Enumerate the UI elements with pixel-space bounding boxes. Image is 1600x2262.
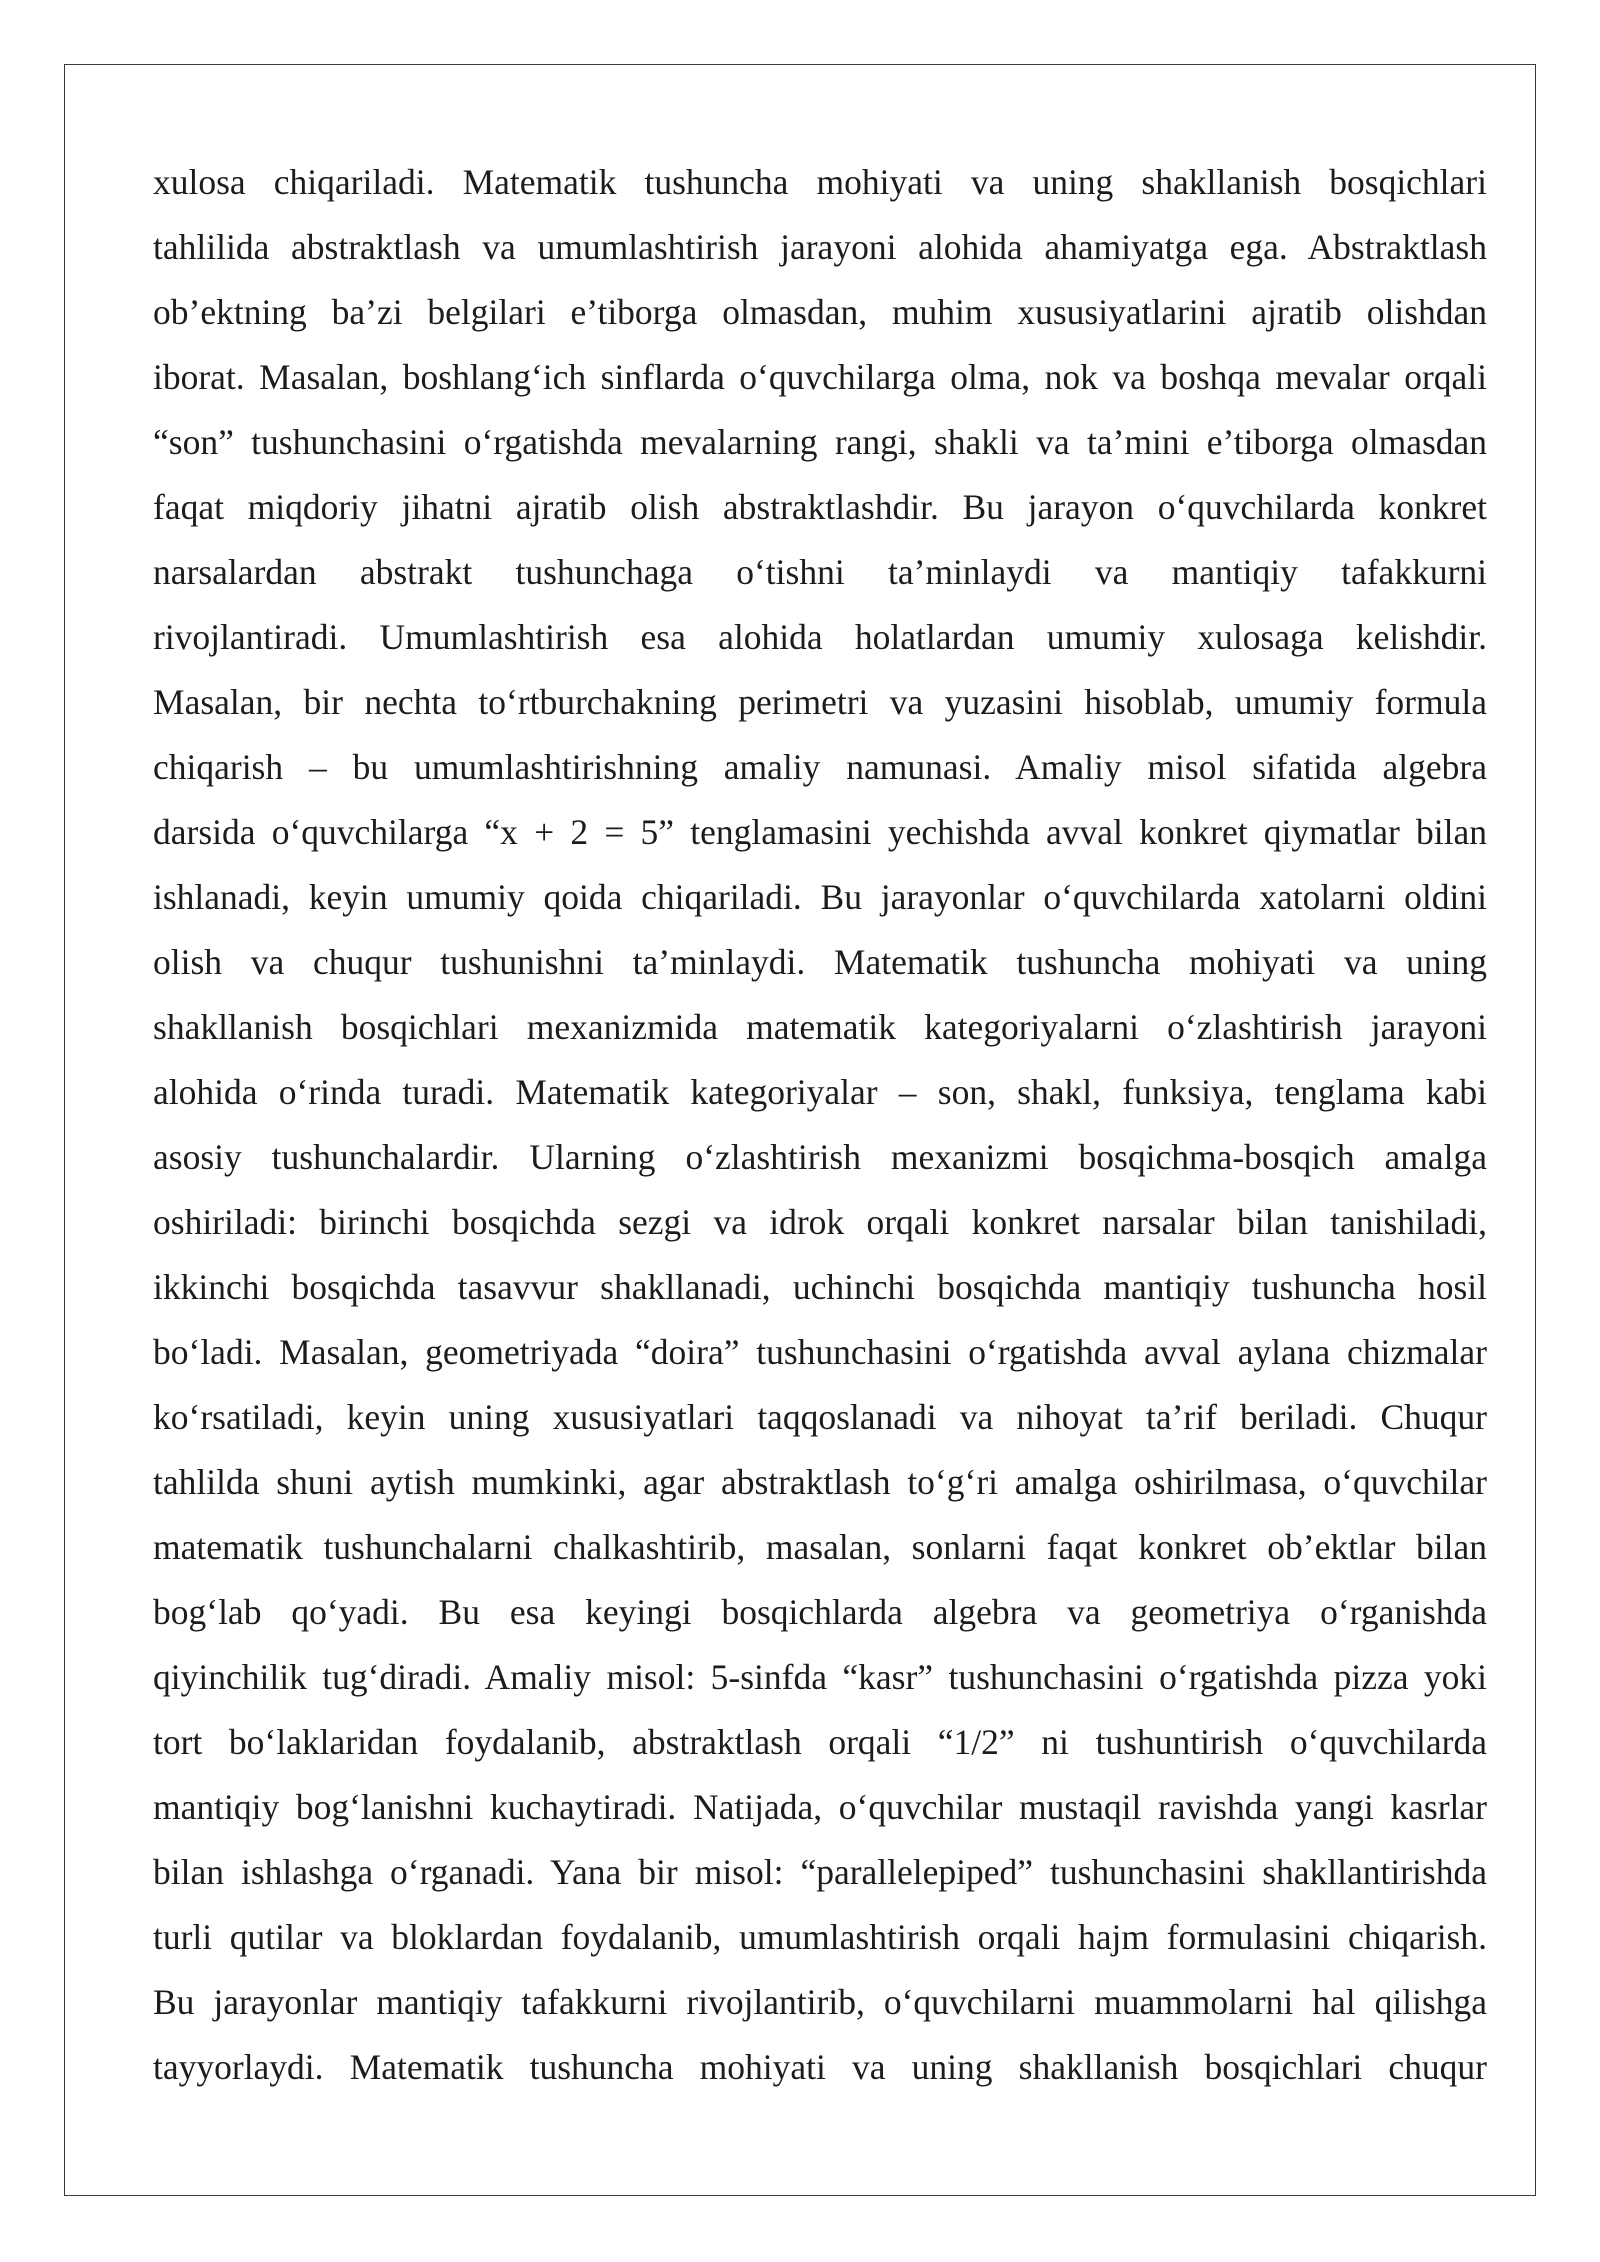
text-line: ko‘rsatiladi, keyin uning xususiyatlari taqqoslanadi va nihoyat ta’rif beriladi. Chuqur (153, 1397, 1487, 1437)
text-line: chiqarish – bu umumlashtirishning amaliy namunasi. Amaliy misol sifatida algebra (153, 747, 1487, 787)
text-line: olish va chuqur tushunishni ta’minlaydi. Matematik tushuncha mohiyati va uning (153, 942, 1488, 982)
text-line: tayyorlaydi. Matematik tushuncha mohiyati va uning shakllanish bosqichlari chuqur (153, 2047, 1487, 2087)
text-line: faqat miqdoriy jihatni ajratib olish abstraktlashdir. Bu jarayon o‘quvchilarda konkret (153, 487, 1487, 527)
text-line: mantiqiy bog‘lanishni kuchaytiradi. Natijada, o‘quvchilar mustaqil ravishda yangi kasrlar (153, 1787, 1487, 1827)
text-line: narsalardan abstrakt tushunchaga o‘tishni ta’minlaydi va mantiqiy tafakkurni (153, 552, 1488, 592)
text-line: turli qutilar va bloklardan foydalanib, umumlashtirish orqali hajm formulasini chiqarish. (153, 1917, 1487, 1957)
body-text (153, 150, 1487, 2100)
text-line: rivojlantiradi. Umumlashtirish esa alohida holatlardan umumiy xulosaga kelishdir. (153, 617, 1488, 657)
text-line: asosiy tushunchalardir. Ularning o‘zlashtirish mexanizmi bosqichma-bosqich amalga (153, 1137, 1487, 1177)
text-line: shakllanish bosqichlari mexanizmida matematik kategoriyalarni o‘zlashtirish jarayoni (153, 1007, 1488, 1047)
text-line: darsida o‘quvchilarga “x + 2 = 5” tenglamasini yechishda avval konkret qiymatlar bilan (153, 812, 1487, 852)
text-line: bilan ishlashga o‘rganadi. Yana bir misol: “parallelepiped” tushunchasini shakllantirishda (153, 1852, 1487, 1892)
text-line: ishlanadi, keyin umumiy qoida chiqariladi. Bu jarayonlar o‘quvchilarda xatolarni oldini (153, 877, 1487, 917)
text-line: iborat. Masalan, boshlang‘ich sinflarda o‘quvchilarga olma, nok va boshqa mevalar orqali (153, 357, 1487, 397)
text-line: Bu jarayonlar mantiqiy tafakkurni rivojlantirib, o‘quvchilarni muammolarni hal qilishga (153, 1982, 1487, 2022)
text-line: ikkinchi bosqichda tasavvur shakllanadi, uchinchi bosqichda mantiqiy tushuncha hosil (153, 1267, 1487, 1307)
text-line: bo‘ladi. Masalan, geometriyada “doira” tushunchasini o‘rgatishda avval aylana chizmalar (153, 1332, 1487, 1372)
text-line: “son” tushunchasini o‘rgatishda mevalarning rangi, shakli va ta’mini e’tiborga olmasdan (153, 422, 1488, 462)
text-line: tort bo‘laklaridan foydalanib, abstraktlash orqali “1/2” ni tushuntirish o‘quvchilarda (153, 1722, 1487, 1762)
text-line: ob’ektning ba’zi belgilari e’tiborga olmasdan, muhim xususiyatlarini ajratib olishdan (153, 292, 1488, 332)
text-line: oshiriladi: birinchi bosqichda sezgi va idrok orqali konkret narsalar bilan tanishiladi, (153, 1202, 1487, 1242)
text-line: alohida o‘rinda turadi. Matematik kategoriyalar – son, shakl, funksiya, tenglama kabi (153, 1072, 1487, 1112)
text-line: matematik tushunchalarni chalkashtirib, masalan, sonlarni faqat konkret ob’ektlar bilan (153, 1527, 1487, 1567)
text-line: qiyinchilik tug‘diradi. Amaliy misol: 5-sinfda “kasr” tushunchasini o‘rgatishda pizza yoki (153, 1657, 1487, 1697)
text-line: bog‘lab qo‘yadi. Bu esa keyingi bosqichlarda algebra va geometriya o‘rganishda (153, 1592, 1488, 1632)
text-line: tahlilida abstraktlash va umumlashtirish jarayoni alohida ahamiyatga ega. Abstraktlash (153, 227, 1487, 267)
text-line: xulosa chiqariladi. Matematik tushuncha mohiyati va uning shakllanish bosqichlari (153, 162, 1487, 202)
text-line: Masalan, bir nechta to‘rtburchakning perimetri va yuzasini hisoblab, umumiy formula (153, 682, 1487, 722)
text-line: tahlilda shuni aytish mumkinki, agar abstraktlash to‘g‘ri amalga oshirilmasa, o‘quvchilar (153, 1462, 1488, 1502)
